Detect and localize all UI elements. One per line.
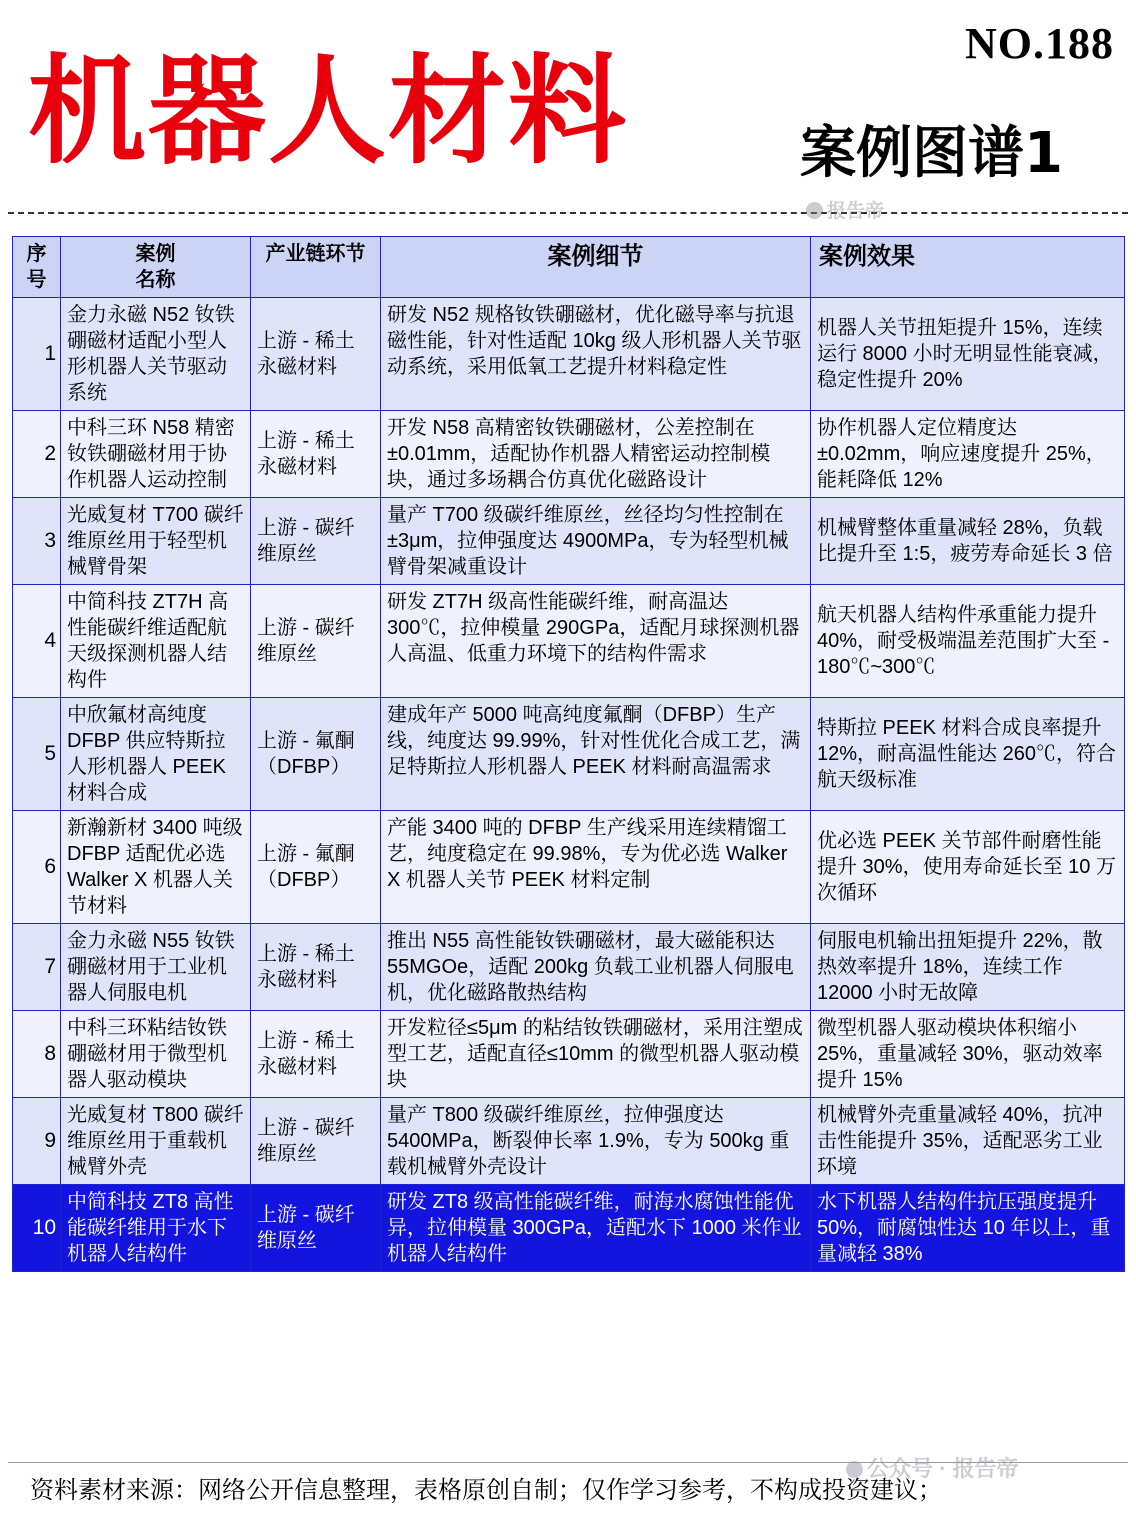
cell-case-detail: 研发 N52 规格钕铁硼磁材，优化磁导率与抗退磁性能，针对性适配 10kg 级人形机器人关节驱动系统，采用低氧工艺提升材料稳定性 bbox=[381, 298, 811, 411]
table-row bbox=[13, 585, 1125, 698]
poster-header bbox=[0, 0, 1136, 218]
column-header-chain: 产业链环节 bbox=[251, 237, 381, 298]
cell-case-name: 中科三环 N58 精密钕铁硼磁材用于协作机器人运动控制 bbox=[61, 411, 251, 498]
column-header-no: 序号 bbox=[13, 237, 61, 298]
cell-chain-link: 上游 - 氟酮（DFBP） bbox=[251, 811, 381, 924]
cell-case-detail: 量产 T800 级碳纤维原丝，拉伸强度达 5400MPa，断裂伸长率 1.9%，专为 500kg 重载机械臂外壳设计 bbox=[381, 1098, 811, 1185]
cell-index: 4 bbox=[13, 585, 61, 698]
table-header bbox=[13, 237, 1125, 298]
cell-chain-link: 上游 - 氟酮（DFBP） bbox=[251, 698, 381, 811]
cell-case-detail: 开发 N58 高精密钕铁硼磁材，公差控制在 ±0.01mm，适配协作机器人精密运动控制模块，通过多场耦合仿真优化磁路设计 bbox=[381, 411, 811, 498]
cell-case-name: 中简科技 ZT7H 高性能碳纤维适配航天级探测机器人结构件 bbox=[61, 585, 251, 698]
cell-chain-link: 上游 - 稀土永磁材料 bbox=[251, 298, 381, 411]
cell-chain-link: 上游 - 碳纤维原丝 bbox=[251, 585, 381, 698]
table-row bbox=[13, 698, 1125, 811]
cell-index: 9 bbox=[13, 1098, 61, 1185]
cell-index: 7 bbox=[13, 924, 61, 1011]
cell-case-effect: 航天机器人结构件承重能力提升 40%，耐受极端温差范围扩大至 - 180℃~300℃ bbox=[811, 585, 1125, 698]
cell-index: 10 bbox=[13, 1185, 61, 1272]
cell-case-detail: 量产 T700 级碳纤维原丝，丝径均匀性控制在 ±3μm，拉伸强度达 4900MPa，专为轻型机械臂骨架减重设计 bbox=[381, 498, 811, 585]
cell-case-name: 中欣氟材高纯度 DFBP 供应特斯拉人形机器人 PEEK 材料合成 bbox=[61, 698, 251, 811]
table-row bbox=[13, 811, 1125, 924]
watermark-text: 报告帝 bbox=[827, 201, 885, 222]
column-header-effect: 案例效果 bbox=[811, 237, 1125, 298]
cell-chain-link: 上游 - 稀土永磁材料 bbox=[251, 924, 381, 1011]
cell-case-name: 中简科技 ZT8 高性能碳纤维用于水下机器人结构件 bbox=[61, 1185, 251, 1272]
cell-case-effect: 微型机器人驱动模块体积缩小 25%，重量减轻 30%，驱动效率提升 15% bbox=[811, 1011, 1125, 1098]
cell-case-detail: 研发 ZT7H 级高性能碳纤维，耐高温达 300℃，拉伸模量 290GPa，适配月球探测机器人高温、低重力环境下的结构件需求 bbox=[381, 585, 811, 698]
cell-case-name: 金力永磁 N55 钕铁硼磁材用于工业机器人伺服电机 bbox=[61, 924, 251, 1011]
cases-table-container bbox=[12, 236, 1124, 1272]
cell-case-effect: 机器人关节扭矩提升 15%，连续运行 8000 小时无明显性能衰减，稳定性提升 20% bbox=[811, 298, 1125, 411]
table-body bbox=[13, 298, 1125, 1272]
cell-chain-link: 上游 - 碳纤维原丝 bbox=[251, 1098, 381, 1185]
cell-case-detail: 研发 ZT8 级高性能碳纤维，耐海水腐蚀性能优异，拉伸模量 300GPa，适配水下 1000 米作业机器人结构件 bbox=[381, 1185, 811, 1272]
cell-index: 2 bbox=[13, 411, 61, 498]
table-row bbox=[13, 411, 1125, 498]
footer-note: 资料素材来源：网络公开信息整理，表格原创自制；仅作学习参考，不构成投资建议； bbox=[30, 1478, 942, 1504]
page-title: 机器人材料 bbox=[28, 42, 629, 180]
table-row bbox=[13, 298, 1125, 411]
cell-index: 5 bbox=[13, 698, 61, 811]
cell-chain-link: 上游 - 稀土永磁材料 bbox=[251, 411, 381, 498]
table-row bbox=[13, 498, 1125, 585]
cell-case-effect: 伺服电机输出扭矩提升 22%，散热效率提升 18%，连续工作 12000 小时无故障 bbox=[811, 924, 1125, 1011]
cell-case-effect: 特斯拉 PEEK 材料合成良率提升 12%，耐高温性能达 260℃，符合航天级标准 bbox=[811, 698, 1125, 811]
column-header-detail: 案例细节 bbox=[381, 237, 811, 298]
cell-index: 8 bbox=[13, 1011, 61, 1098]
cell-case-detail: 建成年产 5000 吨高纯度氟酮（DFBP）生产线，纯度达 99.99%，针对性优化合成工艺，满足特斯拉人形机器人 PEEK 材料耐高温需求 bbox=[381, 698, 811, 811]
cases-table bbox=[12, 236, 1125, 1272]
cell-index: 6 bbox=[13, 811, 61, 924]
table-row bbox=[13, 1185, 1125, 1272]
cell-case-detail: 推出 N55 高性能钕铁硼磁材，最大磁能积达 55MGOe，适配 200kg 负载工业机器人伺服电机，优化磁路散热结构 bbox=[381, 924, 811, 1011]
footer-divider bbox=[8, 1462, 1128, 1463]
cell-case-effect: 水下机器人结构件抗压强度提升 50%，耐腐蚀性达 10 年以上，重量减轻 38% bbox=[811, 1185, 1125, 1272]
cell-case-name: 光威复材 T700 碳纤维原丝用于轻型机械臂骨架 bbox=[61, 498, 251, 585]
page-subtitle: 案例图谱1 bbox=[800, 121, 1063, 186]
cell-case-name: 中科三环粘结钕铁硼磁材用于微型机器人驱动模块 bbox=[61, 1011, 251, 1098]
cell-case-name: 金力永磁 N52 钕铁硼磁材适配小型人形机器人关节驱动系统 bbox=[61, 298, 251, 411]
cell-chain-link: 上游 - 碳纤维原丝 bbox=[251, 498, 381, 585]
cell-chain-link: 上游 - 碳纤维原丝 bbox=[251, 1185, 381, 1272]
cell-case-name: 新瀚新材 3400 吨级 DFBP 适配优必选 Walker X 机器人关节材料 bbox=[61, 811, 251, 924]
table-header-row bbox=[13, 237, 1125, 298]
watermark-text: 公众号 · 报告帝 bbox=[867, 1456, 1019, 1481]
issue-number: NO.188 bbox=[965, 19, 1114, 68]
cell-chain-link: 上游 - 稀土永磁材料 bbox=[251, 1011, 381, 1098]
cell-case-effect: 协作机器人定位精度达 ±0.02mm，响应速度提升 25%，能耗降低 12% bbox=[811, 411, 1125, 498]
cell-case-effect: 机械臂外壳重量减轻 40%，抗冲击性能提升 35%，适配恶劣工业环境 bbox=[811, 1098, 1125, 1185]
cell-case-detail: 开发粒径≤5μm 的粘结钕铁硼磁材，采用注塑成型工艺，适配直径≤10mm 的微型机器人驱动模块 bbox=[381, 1011, 811, 1098]
table-row bbox=[13, 1011, 1125, 1098]
cell-case-name: 光威复材 T800 碳纤维原丝用于重载机械臂外壳 bbox=[61, 1098, 251, 1185]
header-divider bbox=[8, 212, 1128, 214]
table-row bbox=[13, 924, 1125, 1011]
cell-case-effect: 机械臂整体重量减轻 28%，负载比提升至 1:5，疲劳寿命延长 3 倍 bbox=[811, 498, 1125, 585]
cell-index: 3 bbox=[13, 498, 61, 585]
cell-index: 1 bbox=[13, 298, 61, 411]
column-header-name: 案例 名称 bbox=[61, 237, 251, 298]
table-row bbox=[13, 1098, 1125, 1185]
cell-case-detail: 产能 3400 吨的 DFBP 生产线采用连续精馏工艺，纯度稳定在 99.98%，专为优必选 Walker X 机器人关节 PEEK 材料定制 bbox=[381, 811, 811, 924]
cell-case-effect: 优必选 PEEK 关节部件耐磨性能提升 30%，使用寿命延长至 10 万次循环 bbox=[811, 811, 1125, 924]
